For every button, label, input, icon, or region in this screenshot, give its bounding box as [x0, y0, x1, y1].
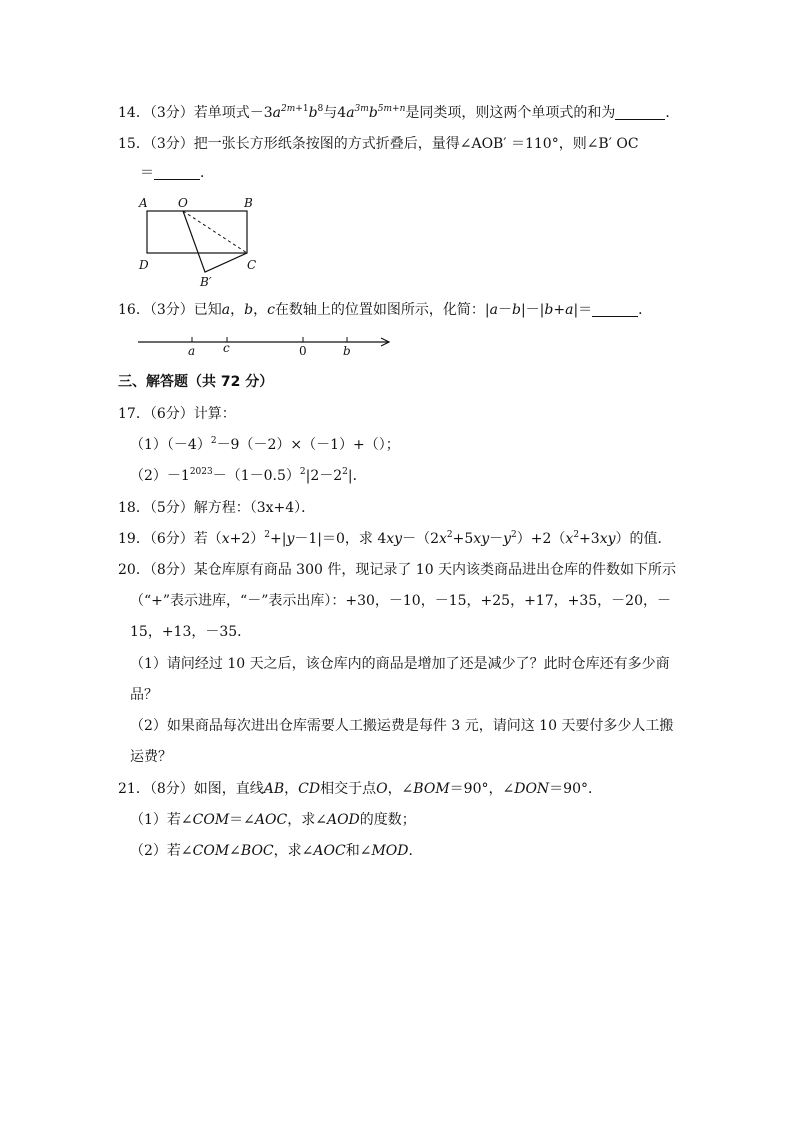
question-20: 20．（8分）某仓库原有商品 300 件，现记录了 10 天内该类商品进出仓库的件数如下所示: [118, 562, 677, 578]
q20-line2: （“+”表示进库，“－”表示出库）：+30，－10，－15，+25，+17，+35，－20，－: [130, 593, 671, 609]
question-21: 21．（8分）如图，直线AB，CD相交于点O，∠BOM＝90°，∠DON＝90°．: [118, 781, 602, 797]
label-B: B: [244, 196, 253, 210]
question-15: 15．（3分）把一张长方形纸条按图的方式折叠后，量得∠AOB′ ＝110°，则∠B′ OC: [118, 136, 639, 152]
q15-number: 15．（3分）: [118, 136, 194, 152]
figure-number-line: [130, 330, 400, 360]
answer-blank: [592, 302, 638, 317]
answer-blank: [154, 165, 200, 180]
answer-blank: [615, 105, 665, 120]
question-18: 18．（5分）解方程：（3x+4）．: [118, 500, 316, 516]
q20-part1: （1）请问经过 10 天之后，该仓库内的商品是增加了还是减少了？此时仓库还有多少商: [130, 656, 670, 672]
q20-line3: 15，+13，－35．: [130, 624, 252, 640]
question-14: 14．（3分）若单项式$-3a^{2m+1}b^8$与$4a^{3m}b^{5m+n}$是同类项，则这两个单项式的和为 ．: [118, 104, 680, 121]
label-O: O: [178, 196, 188, 210]
label-A: A: [139, 196, 148, 210]
tick-a: a: [188, 344, 196, 358]
q17-part2: $(2)-1^{2023}-(1-0.5)^2|2-2^2|$．: [130, 467, 367, 484]
tick-c: c: [223, 341, 230, 355]
q20-part2: （2）如果商品每次进出仓库需要人工搬运费是每件 3 元，请问这 10 天要付多少人工搬: [130, 718, 674, 734]
q21-part2: （2）若∠COM∠BOC，求∠AOC和∠MOD．: [130, 843, 423, 859]
question-17: 17．（6分）计算：: [118, 406, 236, 422]
label-D: D: [139, 258, 149, 272]
question-19: 19．（6分）若$(x+2)^2+|y-1|=0$，求 $4xy-(2x^2+5xy-y^2)+2(x^2+3xy)$的值．: [118, 530, 672, 547]
q21-part1: （1）若∠COM＝∠AOC，求∠AOD的度数；: [130, 812, 416, 828]
figure-folded-strip: [130, 190, 270, 290]
q17-part1: $(1)(-4)^2-9(-2)\times(-1)+()$；: [130, 436, 400, 453]
q14-number: 14．（3分）: [118, 105, 194, 121]
section-title: 三、解答题（共 72 分）: [118, 374, 274, 390]
tick-zero: 0: [299, 344, 307, 358]
q20-part1-cont: 品？: [130, 687, 158, 703]
label-B-prime: B′: [200, 275, 212, 289]
question-16: 16．（3分）已知a，b，c在数轴上的位置如图所示，化简：|a－b|－|b+a|＝ ．: [118, 302, 653, 318]
question-15-cont: ＝ ．: [140, 165, 214, 181]
label-C: C: [247, 258, 257, 272]
q16-number: 16．（3分）: [118, 302, 194, 318]
q20-part2-cont: 运费？: [130, 749, 172, 765]
tick-b: b: [343, 344, 351, 358]
